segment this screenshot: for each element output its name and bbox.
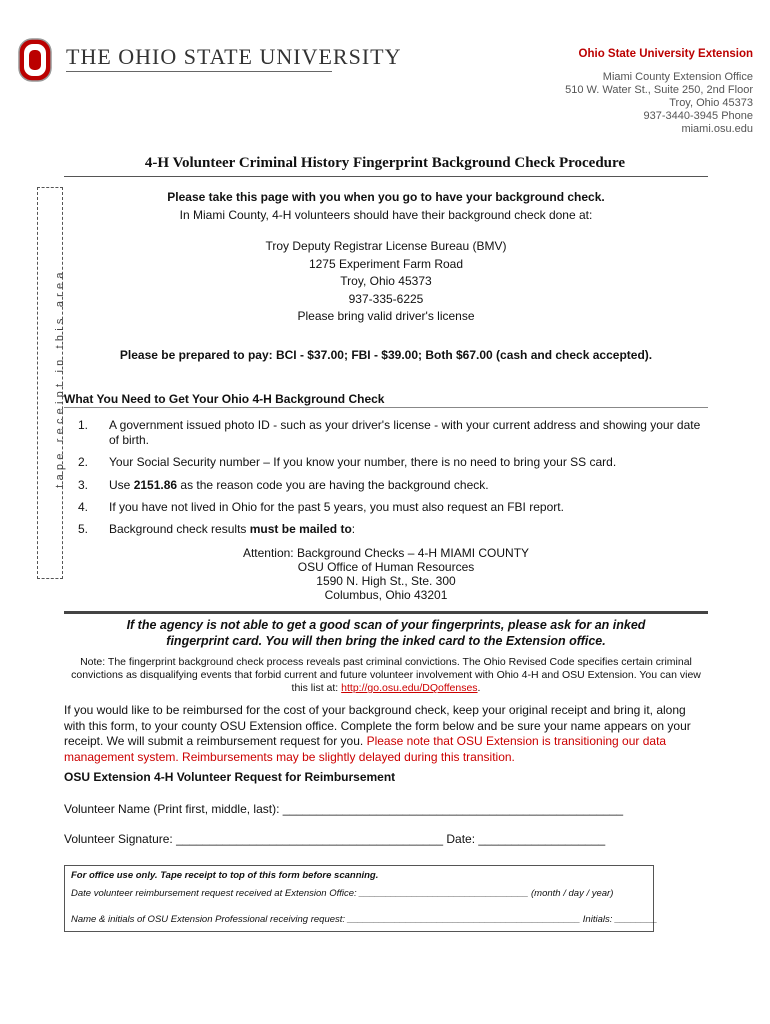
office-phone: 937-3440-3945 Phone xyxy=(643,110,753,122)
reimbursement-paragraph xyxy=(64,703,694,765)
dq-offenses-link[interactable]: http://go.osu.edu/DQoffenses xyxy=(341,682,478,694)
section-title: What You Need to Get Your Ohio 4-H Background Check xyxy=(64,392,385,406)
list-text-part: Background check results xyxy=(109,522,250,536)
inked-line-1: If the agency is not able to get a good scan of your fingerprints, please ask for an inked xyxy=(126,618,646,632)
intro-line-2: In Miami County, 4-H volunteers should have their background check done at: xyxy=(179,208,593,222)
section-divider-bar xyxy=(64,611,708,614)
section-rule xyxy=(64,407,708,408)
mailing-address xyxy=(64,546,708,602)
mail-office: OSU Office of Human Resources xyxy=(297,560,475,574)
reimburse-transition-note: Please note that OSU Extension is transitioning our data management system. Reimbursements may be slightly delayed during this transition. xyxy=(64,734,667,764)
note-end: . xyxy=(477,682,481,694)
office-received-date-field[interactable]: Date volunteer reimbursement request received at Extension Office: ________________________________ (month / day / year) xyxy=(71,888,614,899)
list-text xyxy=(109,478,709,493)
extension-address-block xyxy=(565,48,753,136)
list-item xyxy=(78,418,708,450)
office-professional-field[interactable]: Name & initials of OSU Extension Professional receiving request: ____________________________________________ Initials: ________ xyxy=(71,914,658,925)
list-item xyxy=(78,478,708,494)
location-name: Troy Deputy Registrar License Bureau (BMV) xyxy=(265,239,507,253)
list-number: 5. xyxy=(78,522,89,536)
list-number: 3. xyxy=(78,478,89,492)
list-number: 1. xyxy=(78,418,89,432)
university-wordmark: THE OHIO STATE UNIVERSITY xyxy=(66,44,402,69)
office-name: Miami County Extension Office xyxy=(602,71,753,83)
list-text: If you have not lived in Ohio for the past 5 years, you must also request an FBI report. xyxy=(109,500,564,514)
wordmark-rule xyxy=(66,71,332,72)
office-city: Troy, Ohio 45373 xyxy=(669,97,753,109)
list-text-part: : xyxy=(351,522,356,536)
list-item xyxy=(78,522,708,538)
volunteer-signature-field[interactable]: Volunteer Signature: ________________________________________ Date: ___________________ xyxy=(64,832,606,846)
disqualifying-note xyxy=(70,656,702,695)
location-city: Troy, Ohio 45373 xyxy=(340,274,432,288)
list-item xyxy=(78,455,708,471)
receipt-tape-label: tape receipt in this area xyxy=(54,268,66,488)
list-text-emphasis: must be mailed to xyxy=(249,522,352,536)
list-number: 4. xyxy=(78,500,89,514)
list-item xyxy=(78,500,708,516)
list-text xyxy=(109,522,709,537)
office-use-heading: For office use only. Tape receipt to top of this form before scanning. xyxy=(71,870,379,881)
list-number: 2. xyxy=(78,455,89,469)
mail-attention: Attention: Background Checks – 4-H MIAMI COUNTY xyxy=(242,546,530,560)
location-street: 1275 Experiment Farm Road xyxy=(308,256,464,271)
block-o-logo xyxy=(18,38,52,82)
list-text-part: as the reason code you are having the background check. xyxy=(177,478,489,492)
inked-card-notice xyxy=(64,617,708,649)
reimburse-text: If you would like to be reimbursed for the cost of your background check, keep your original receipt and bring it, along with this form, to your county OSU Extension office. Complete the form below and be sure your name appears on your receipt. We will submit a reimbursement request for you. xyxy=(64,703,691,748)
inked-line-2: fingerprint card. You will then bring the inked card to the Extension office. xyxy=(166,634,606,648)
fees-line: Please be prepared to pay: BCI - $37.00; FBI - $39.00; Both $67.00 (cash and check accepted). xyxy=(119,348,653,362)
extension-org-name: Ohio State University Extension xyxy=(578,48,753,60)
list-text-part: Use xyxy=(109,478,134,492)
note-text: Note: The fingerprint background check process reveals past criminal convictions. The Ohio Revised Code specifies certain criminal convictions as disqualifying events that forbid current and future volunteer involvement with Ohio 4-H and OSU Extension. You can view this list at: xyxy=(71,656,701,694)
title-rule xyxy=(64,176,708,177)
location-block xyxy=(64,238,708,326)
office-street: 510 W. Water St., Suite 250, 2nd Floor xyxy=(565,84,753,96)
volunteer-name-field[interactable]: Volunteer Name (Print first, middle, last): ___________________________________________________ xyxy=(64,802,624,816)
form-title: OSU Extension 4-H Volunteer Request for Reimbursement xyxy=(64,770,396,784)
list-text: A government issued photo ID - such as your driver's license - with your current address and showing your date of birth. xyxy=(109,418,701,447)
list-text: Your Social Security number – If you know your number, there is no need to bring your SS card. xyxy=(109,455,617,469)
reason-code: 2151.86 xyxy=(133,478,178,492)
intro-line-1: Please take this page with you when you go to have your background check. xyxy=(167,190,605,204)
mail-city: Columbus, Ohio 43201 xyxy=(324,588,448,602)
office-web: miami.osu.edu xyxy=(681,123,753,135)
location-note: Please bring valid driver's license xyxy=(297,309,475,323)
mail-street: 1590 N. High St., Ste. 300 xyxy=(316,574,456,588)
office-use-box xyxy=(64,865,658,932)
page-title: 4-H Volunteer Criminal History Fingerprint Background Check Procedure xyxy=(144,155,626,171)
location-phone: 937-335-6225 xyxy=(348,291,424,306)
